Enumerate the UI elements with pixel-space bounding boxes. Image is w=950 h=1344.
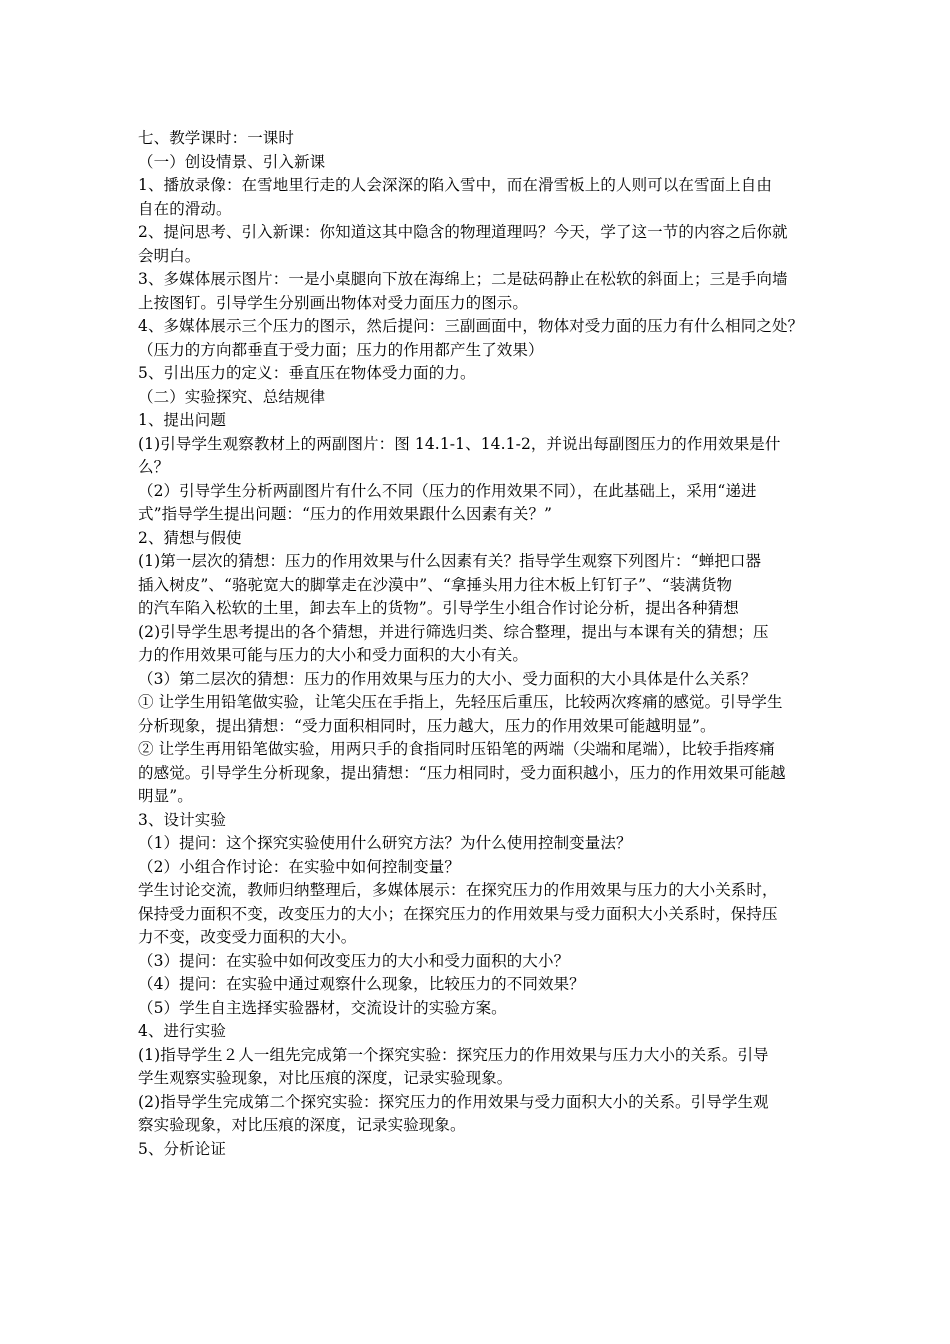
text-line: 2、猜想与假使 [138, 528, 242, 547]
text-line: (2)指导学生完成第二个探究实验：探究压力的作用效果与受力面积大小的关系。引导学生观 [138, 1092, 769, 1111]
text-line: 七、教学课时：一课时 [138, 129, 295, 147]
text-line: (1)引导学生观察教材上的两副图片：图 14.1-1、14.1-2，并说出每副图压力的作用效果是什 [138, 434, 781, 453]
text-line: （4）提问：在实验中通过观察什么现象，比较压力的不同效果？ [138, 975, 585, 993]
text-line: 插入树皮”、“骆驼宽大的脚掌走在沙漠中”、“拿捶头用力往木板上钉钉子”、“装满货物 [138, 575, 733, 594]
text-line: ① 让学生用铅笔做实验，让笔尖压在手指上，先轻压后重压，比较两次疼痛的感觉。引导学生 [138, 693, 783, 711]
text-line: 自在的滑动。 [138, 199, 232, 218]
text-line: 式”指导学生提出问题：“压力的作用效果跟什么因素有关？” [138, 505, 553, 523]
text-line: （一）创设情景、引入新课 [138, 152, 326, 171]
text-line: 力的作用效果可能与压力的大小和受力面积的大小有关。 [138, 646, 529, 664]
text-line: （2）引导学生分析两副图片有什么不同（压力的作用效果不同），在此基础上，采用“递进 [138, 481, 757, 500]
text-line: （1）提问：这个探究实验使用什么研究方法？为什么使用控制变量法？ [138, 834, 632, 852]
text-line: 学生讨论交流，教师归纳整理后，多媒体展示：在探究压力的作用效果与压力的大小关系时， [138, 881, 778, 899]
text-line: 4、多媒体展示三个压力的图示，然后提问：三副画面中，物体对受力面的压力有什么相同之处？ [138, 317, 804, 335]
text-line: (1)指导学生２人一组先完成第一个探究实验：探究压力的作用效果与压力大小的关系。引导 [138, 1045, 769, 1064]
text-line: 2、提问思考、引入新课：你知道这其中隐含的物理道理吗？今天，学了这一节的内容之后你就 [138, 223, 788, 241]
text-line: （3）提问：在实验中如何改变压力的大小和受力面积的大小？ [138, 951, 570, 970]
text-line: 分析现象，提出猜想：“受力面积相同时，压力越大，压力的作用效果可能越明显”。 [138, 716, 716, 735]
text-line: 学生观察实验现象，对比压痕的深度，记录实验现象。 [138, 1069, 513, 1087]
text-line: 4、进行实验 [138, 1022, 226, 1040]
text-line: ② 让学生再用铅笔做实验，用两只手的食指同时压铅笔的两端（尖端和尾端），比较手指疼痛 [138, 740, 775, 758]
text-line: 会明白。 [138, 246, 201, 265]
text-line: 3、多媒体展示图片：一是小桌腿向下放在海绵上；二是砝码静止在松软的斜面上；三是手向墙 [138, 270, 788, 288]
text-line: (2)引导学生思考提出的各个猜想，并进行筛选归类、综合整理，提出与本课有关的猜想；压 [138, 622, 769, 641]
text-line: （压力的方向都垂直于受力面；压力的作用都产生了效果） [138, 340, 544, 359]
text-line: 1、提出问题 [138, 411, 226, 429]
text-line: 明显”。 [138, 787, 193, 805]
text-line: （2）小组合作讨论：在实验中如何控制变量？ [138, 857, 460, 876]
document-page [138, 127, 814, 1161]
text-line: 么？ [138, 458, 170, 476]
text-line: （二）实验探究、总结规律 [138, 387, 326, 406]
text-line: 5、分析论证 [138, 1139, 226, 1158]
text-line: （3）第二层次的猜想：压力的作用效果与压力的大小、受力面积的大小具体是什么关系？ [138, 669, 757, 688]
text-line: 上按图钉。引导学生分别画出物体对受力面压力的图示。 [138, 293, 529, 312]
text-line: 力不变，改变受力面积的大小。 [138, 928, 357, 946]
text-line: 的感觉。引导学生分析现象，提出猜想：“压力相同时，受力面积越小，压力的作用效果可能越 [138, 763, 786, 782]
text-line: 察实验现象，对比压痕的深度，记录实验现象。 [138, 1116, 466, 1134]
text-line: 5、引出压力的定义：垂直压在物体受力面的力。 [138, 364, 476, 382]
text-line: 保持受力面积不变，改变压力的大小；在探究压力的作用效果与受力面积大小关系时，保持压 [138, 904, 778, 923]
text-line: 的汽车陷入松软的土里，卸去车上的货物”。引导学生小组合作讨论分析，提出各种猜想 [138, 599, 739, 617]
text-line: 3、设计实验 [138, 810, 226, 829]
text-line: 1、播放录像：在雪地里行走的人会深深的陷入雪中，而在滑雪板上的人则可以在雪面上自由 [138, 176, 772, 194]
text-line: (1)第一层次的猜想：压力的作用效果与什么因素有关？指导学生观察下列图片：“蝉把口器 [138, 552, 762, 570]
text-line: （5）学生自主选择实验器材，交流设计的实验方案。 [138, 998, 507, 1017]
